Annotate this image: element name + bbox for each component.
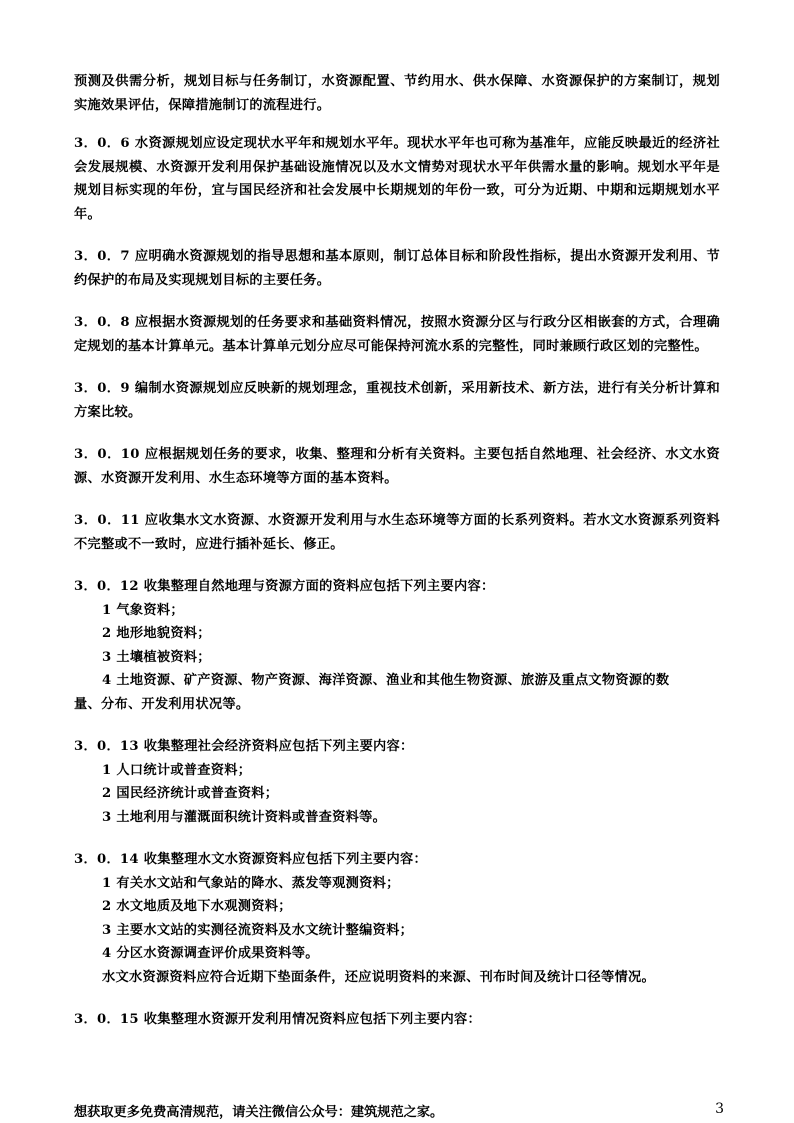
list-item: 3 土地利用与灌溉面积统计资料或普查资料等。	[102, 809, 387, 825]
clause-3-0-7: 3．0．7 应明确水资源规划的指导思想和基本原则，制订总体目标和阶段性指标，提出水资源开发利用、节约保护的布局及实现规划目标的主要任务。	[74, 249, 720, 288]
list-item: 3 土壤植被资料；	[102, 649, 211, 665]
footer-note: 想获取更多免费高清规范，请关注微信公众号：建筑规范之家。	[74, 1105, 444, 1120]
clause-3-0-10: 3．0．10 应根据规划任务的要求，收集、整理和分析有关资料。主要包括自然地理、社会经济、水文水资源、水资源开发利用、水生态环境等方面的基本资料。	[74, 447, 720, 486]
list-item: 1 气象资料；	[102, 602, 184, 618]
list-item: 1 有关水文站和气象站的降水、蒸发等观测资料；	[102, 875, 400, 891]
list-item: 4 分区水资源调查评价成果资料等。	[102, 946, 319, 961]
clause-3-0-13	[74, 735, 720, 829]
clause-3-0-15	[74, 1008, 720, 1032]
list-item: 2 地形地貌资料；	[102, 626, 211, 641]
list-item: 2 国民经济统计或普查资料；	[102, 786, 279, 801]
clause-note: 水文水资源资料应符合近期下垫面条件，还应说明资料的来源、刊布时间及统计口径等情况。	[102, 969, 655, 985]
clause-3-0-8: 3．0．8 应根据水资源规划的任务要求和基础资料情况，按照水资源分区与行政分区相嵌套的方式，合理确定规划的基本计算单元。基本计算单元划分应尽可能保持河流水系的完整性，同时兼顾行政区划的完整性。	[74, 315, 720, 354]
clause-heading: 3．0．15 收集整理水资源开发利用情况资料应包括下列主要内容：	[74, 1012, 481, 1027]
clause-3-0-14	[74, 848, 720, 989]
list-item: 3 主要水文站的实测径流资料及水文统计整编资料；	[102, 922, 414, 938]
page-number: 3	[715, 1101, 724, 1117]
list-item: 1 人口统计或普查资料；	[102, 762, 252, 778]
clause-3-0-6: 3．0．6 水资源规划应设定现状水平年和规划水平年。现状水平年也可称为基准年，应能反映最近的经济社会发展规模、水资源开发利用保护基础设施情况以及水文情势对现状水平年供需水量的影响。规划水平年是规划目标实现的年份，宜与国民经济和社会发展中长期规划的年份一致，可分为近期、中期和远期规划水平年。	[74, 136, 720, 222]
clause-3-0-9: 3．0．9 编制水资源规划应反映新的规划理念，重视技术创新，采用新技术、新方法，进行有关分析计算和方案比较。	[74, 381, 720, 420]
list-item: 2 水文地质及地下水观测资料；	[102, 899, 292, 914]
document-body	[74, 70, 720, 1051]
clause-heading: 3．0．13 收集整理社会经济资料应包括下列主要内容：	[74, 739, 414, 754]
paragraph-intro: 预测及供需分析，规划目标与任务制订，水资源配置、节约用水、供水保障、水资源保护的方案制订，规划实施效果评估，保障措施制订的流程进行。	[74, 74, 720, 113]
clause-heading: 3．0．14 收集整理水文水资源资料应包括下列主要内容：	[74, 852, 428, 867]
list-item: 4 土地资源、矿产资源、物产资源、海洋资源、渔业和其他生物资源、旅游及重点文物资源的数	[102, 673, 670, 688]
clause-3-0-11: 3．0．11 应收集水文水资源、水资源开发利用与水生态环境等方面的长系列资料。若水文水资源系列资料不完整或不一致时，应进行插补延长、修正。	[74, 513, 720, 552]
list-item-continuation: 量、分布、开发利用状况等。	[74, 696, 250, 712]
clause-3-0-12	[74, 575, 720, 716]
clause-heading: 3．0．12 收集整理自然地理与资源方面的资料应包括下列主要内容：	[74, 579, 495, 594]
